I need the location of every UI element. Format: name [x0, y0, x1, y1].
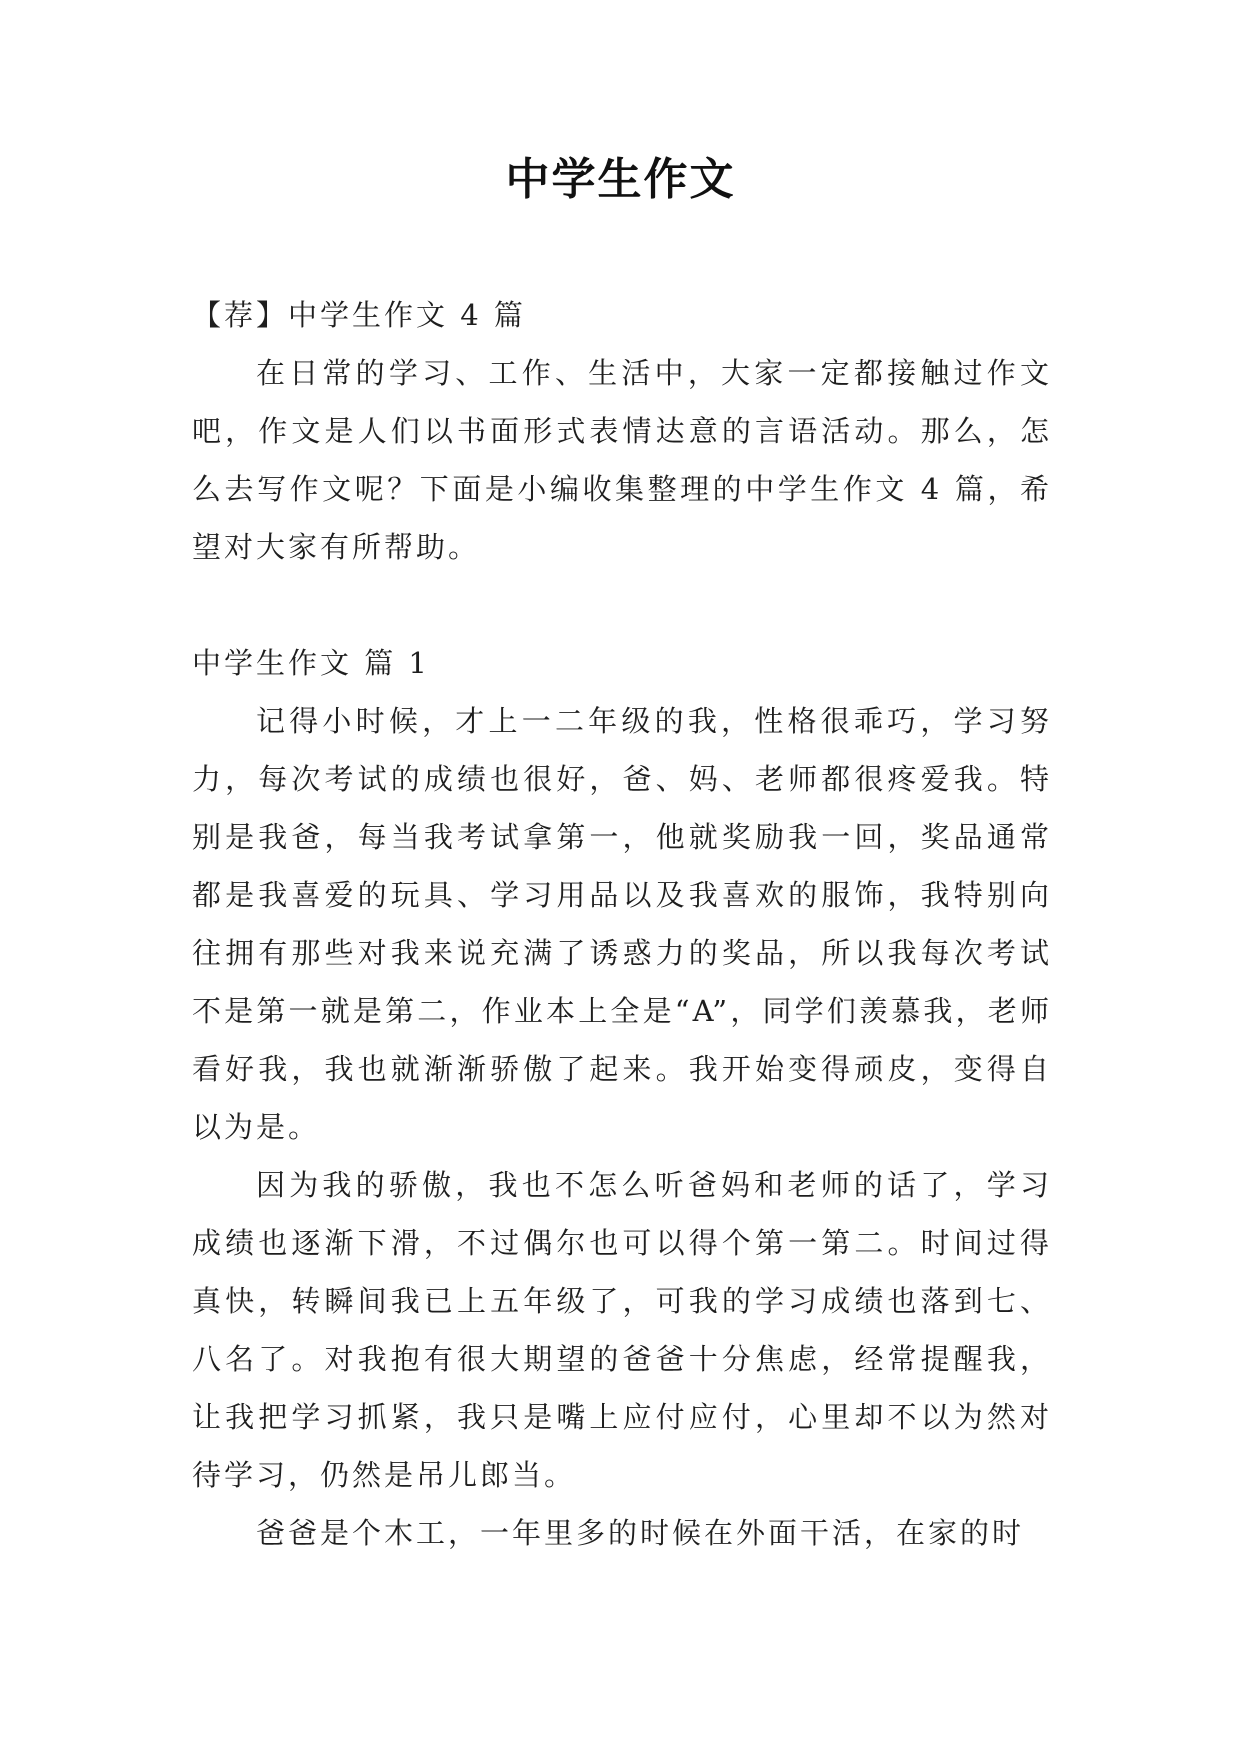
section-spacer [192, 576, 1052, 634]
section-1-heading: 中学生作文 篇 1 [192, 646, 430, 680]
section-1-paragraph-2: 因为我的骄傲，我也不怎么听爸妈和老师的话了，学习成绩也逐渐下滑，不过偶尔也可以得个第一第二。时间过得真快，转瞬间我已上五年级了，可我的学习成绩也落到七、八名了。对我抱有很大期望的爸爸十分焦虑，经常提醒我，让我把学习抓紧，我只是嘴上应付应付，心里却不以为然对待学习，仍然是吊儿郎当。 [192, 1168, 1052, 1492]
document-body [192, 286, 1052, 1562]
intro-heading: 【荐】中学生作文 4 篇 [192, 298, 526, 332]
section-1-paragraph-1: 记得小时候，才上一二年级的我，性格很乖巧，学习努力，每次考试的成绩也很好，爸、妈、老师都很疼爱我。特别是我爸，每当我考试拿第一，他就奖励我一回，奖品通常都是我喜爱的玩具、学习用品以及我喜欢的服饰，我特别向往拥有那些对我来说充满了诱惑力的奖品，所以我每次考试不是第一就是第二，作业本上全是“A”，同学们羡慕我，老师看好我，我也就渐渐骄傲了起来。我开始变得顽皮，变得自以为是。 [192, 704, 1052, 1144]
intro-paragraph: 在日常的学习、工作、生活中，大家一定都接触过作文吧，作文是人们以书面形式表情达意的言语活动。那么，怎么去写作文呢？下面是小编收集整理的中学生作文 4 篇，希望对大家有所帮助。 [192, 356, 1052, 564]
section-1-paragraph-3: 爸爸是个木工，一年里多的时候在外面干活，在家的时 [256, 1516, 1025, 1550]
document-title: 中学生作文 [505, 154, 736, 205]
